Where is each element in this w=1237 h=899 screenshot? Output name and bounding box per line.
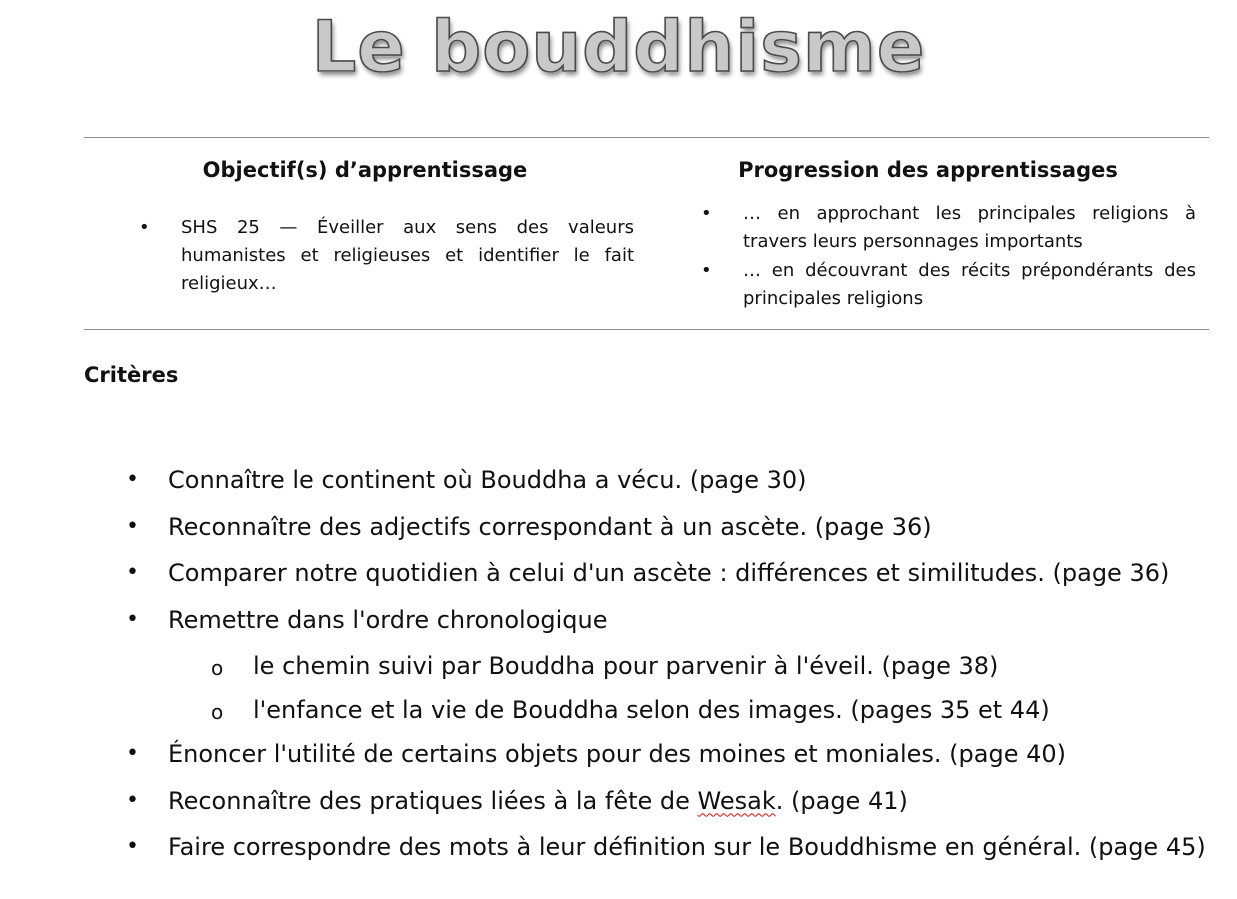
criteria-text: . (page 41) [775,786,908,815]
criteria-list [126,462,1206,876]
criteria-text: Reconnaître des pratiques liées à la fête de [168,786,698,815]
criteria-item [126,509,1206,556]
bullet-icon: • [126,787,139,813]
bullet-icon: • [701,203,712,224]
progression-item [701,200,1196,256]
progression-list [701,200,1196,314]
criteria-text: Remettre dans l'ordre chronologique [168,605,608,634]
bottom-divider [84,329,1209,330]
criteria-sub-text: l'enfance et la vie de Bouddha selon des images. (pages 35 et 44) [253,696,1050,724]
document-title: Le bouddhisme [311,6,926,88]
criteria-label: Critères [84,363,179,387]
progression-item [701,257,1196,313]
spellcheck-word: Wesak [697,786,776,815]
objective-text: SHS 25 — Éveiller aux sens des valeurs humanistes et religieuses et identifier le fait religieux… [181,217,634,294]
bullet-icon: • [701,260,712,281]
bullet-icon: • [126,741,139,766]
bullet-icon: • [126,560,139,585]
progression-heading: Progression des apprentissages [738,158,1118,182]
progression-text: … en approchant les principales religions à travers leurs personnages importants [743,203,1196,252]
criteria-sub-text: le chemin suivi par Bouddha pour parvenir à l'éveil. (page 38) [253,652,999,680]
criteria-text: Comparer notre quotidien à celui d'un ascète : différences et similitudes. (page 36) [168,559,1170,587]
bullet-icon: • [126,467,139,492]
criteria-item [126,602,1206,649]
circle-bullet-icon: o [211,656,224,680]
criteria-sub-item [168,692,1206,736]
bullet-icon: • [126,606,139,632]
criteria-text: Énoncer l'utilité de certains objets pour des moines et moniales. (page 40) [168,740,1066,768]
progression-text: … en découvrant des récits prépondérants des principales religions [743,260,1196,309]
criteria-item [126,736,1206,783]
bullet-icon: • [139,217,150,238]
criteria-item [126,829,1206,876]
bullet-icon: • [126,513,139,539]
circle-bullet-icon: o [211,700,224,724]
criteria-text: Faire correspondre des mots à leur définition sur le Bouddhisme en général. (page 45) [168,833,1206,861]
objectives-list [139,214,634,298]
criteria-item [126,462,1206,509]
criteria-item [126,555,1206,602]
objectives-heading: Objectif(s) d’apprentissage [202,158,528,182]
criteria-text: Reconnaître des adjectifs correspondant à un ascète. (page 36) [168,512,932,541]
criteria-item [126,783,1206,830]
objective-item [139,214,634,298]
criteria-sub-item [168,648,1206,692]
bullet-icon: • [126,834,139,859]
criteria-text: Connaître le continent où Bouddha a vécu. (page 30) [168,466,807,494]
top-divider [84,137,1209,138]
